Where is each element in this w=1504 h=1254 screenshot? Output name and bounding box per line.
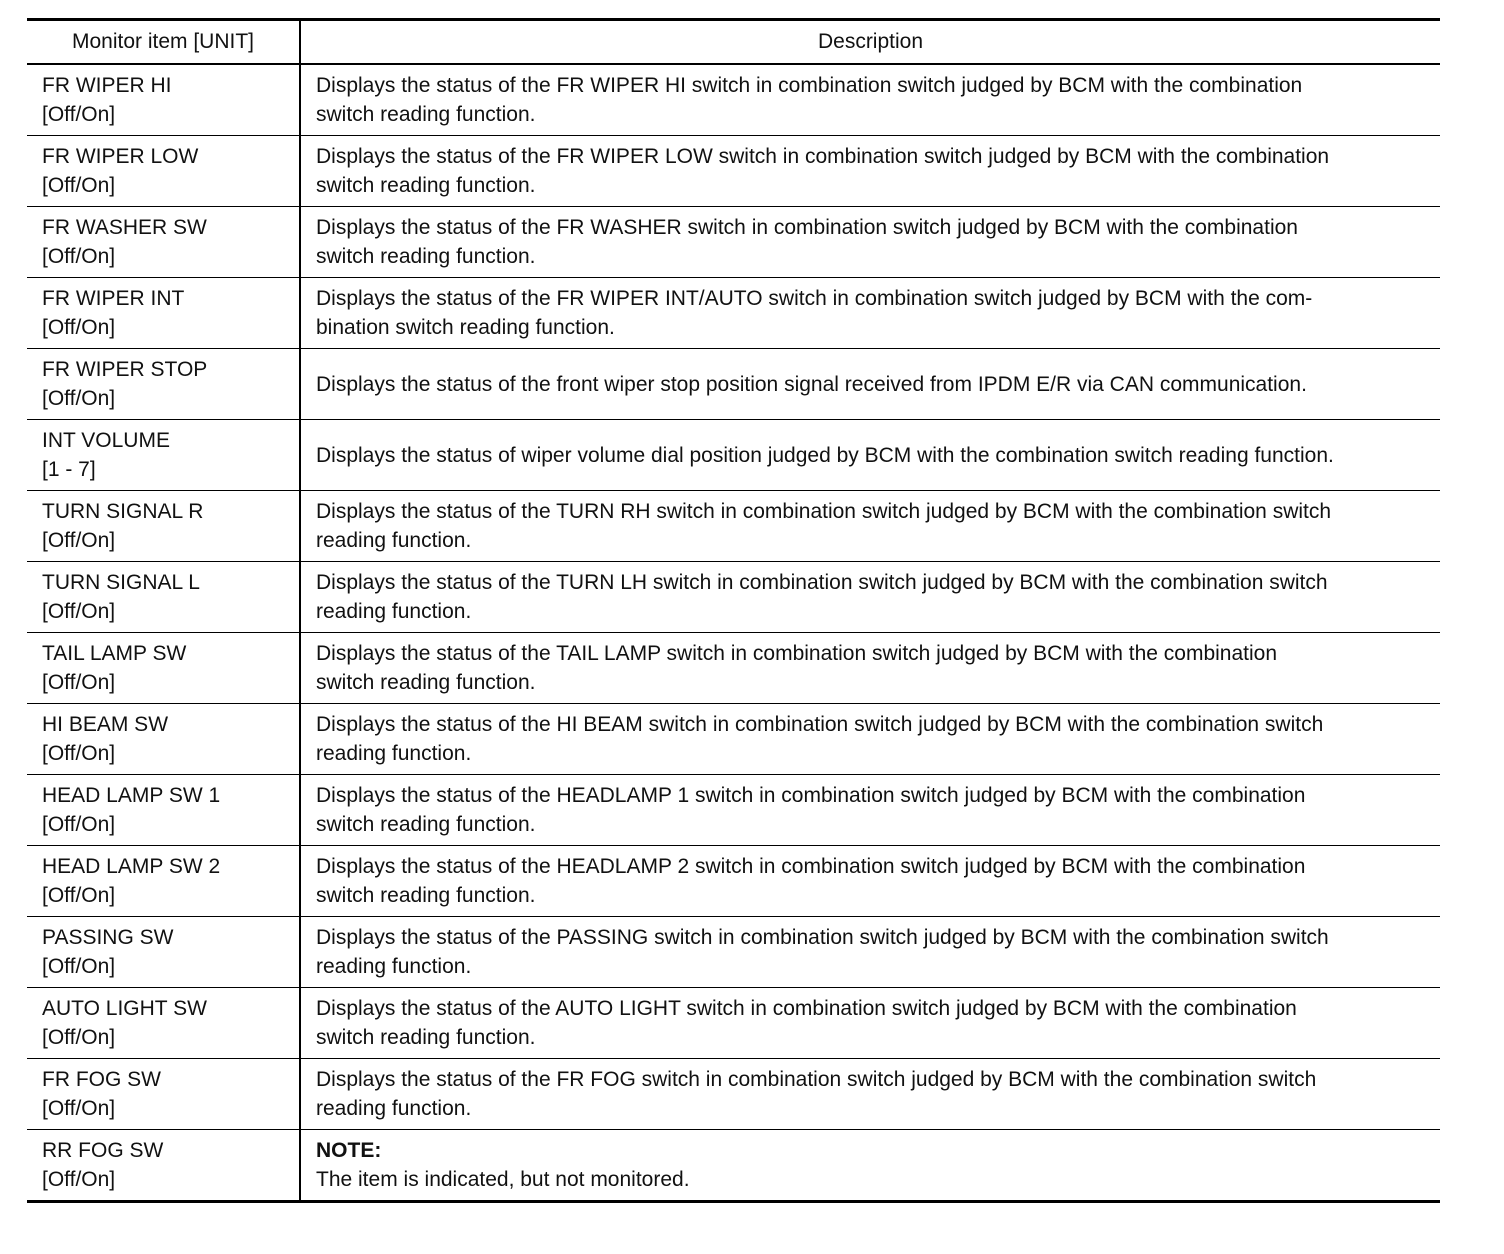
monitor-item-unit: [Off/On] <box>42 955 116 978</box>
description-line: The item is indicated, but not monitored. <box>316 1168 690 1191</box>
monitor-item-name: FR WASHER SW <box>42 216 207 239</box>
monitor-item-name: FR WIPER LOW <box>42 145 199 168</box>
monitor-item-unit: [Off/On] <box>42 245 116 268</box>
monitor-item-name: TURN SIGNAL R <box>42 500 204 523</box>
table-row <box>27 349 1440 420</box>
description-line: reading function. <box>316 600 472 623</box>
description-line: Displays the status of the TURN RH switch in combination switch judged by BCM with the combination switch <box>316 500 1332 523</box>
description-line: reading function. <box>316 955 472 978</box>
monitor-item-cell <box>27 1059 300 1130</box>
description-line: switch reading function. <box>316 174 536 197</box>
monitor-item-unit: [Off/On] <box>42 103 116 126</box>
monitor-item-name: FR FOG SW <box>42 1068 161 1091</box>
table-row <box>27 1059 1440 1130</box>
description-line: reading function. <box>316 742 472 765</box>
table-row <box>27 988 1440 1059</box>
monitor-item-unit: [Off/On] <box>42 600 116 623</box>
monitor-item-name: PASSING SW <box>42 926 174 949</box>
table-row <box>27 633 1440 704</box>
monitor-item-name: INT VOLUME <box>42 429 170 452</box>
monitor-item-unit: [Off/On] <box>42 742 116 765</box>
monitor-item-cell <box>27 1130 300 1202</box>
monitor-item-unit: [Off/On] <box>42 1026 116 1049</box>
monitor-item-unit: [Off/On] <box>42 813 116 836</box>
table-row <box>27 207 1440 278</box>
monitor-item-name: FR WIPER INT <box>42 287 185 310</box>
description-line: Displays the status of wiper volume dial position judged by BCM with the combination switch reading function. <box>316 443 1334 467</box>
description-line: bination switch reading function. <box>316 316 615 339</box>
monitor-item-table <box>27 18 1440 1203</box>
note-label: NOTE: <box>316 1139 382 1162</box>
table-row <box>27 562 1440 633</box>
monitor-item-unit: [Off/On] <box>42 387 116 410</box>
monitor-item-unit: [1 - 7] <box>42 458 96 481</box>
table-row <box>27 64 1440 136</box>
description-line: switch reading function. <box>316 884 536 907</box>
monitor-item-unit: [Off/On] <box>42 529 116 552</box>
monitor-item-unit: [Off/On] <box>42 671 116 694</box>
description-line: Displays the status of the TURN LH switch in combination switch judged by BCM with the combination switch <box>316 571 1328 594</box>
description-cell <box>300 562 1440 633</box>
monitor-item-cell <box>27 846 300 917</box>
description-line: Displays the status of the front wiper stop position signal received from IPDM E/R via CAN communication. <box>316 372 1307 396</box>
monitor-item-cell <box>27 420 300 491</box>
description-cell <box>300 633 1440 704</box>
table-body <box>27 64 1440 1202</box>
description-line: switch reading function. <box>316 813 536 836</box>
header-description: Description <box>300 20 1440 65</box>
monitor-item-unit: [Off/On] <box>42 884 116 907</box>
monitor-item-cell <box>27 917 300 988</box>
monitor-item-name: TAIL LAMP SW <box>42 642 187 665</box>
monitor-item-unit: [Off/On] <box>42 1097 116 1120</box>
monitor-item-cell <box>27 278 300 349</box>
description-line: switch reading function. <box>316 245 536 268</box>
description-line: reading function. <box>316 529 472 552</box>
description-line: Displays the status of the AUTO LIGHT switch in combination switch judged by BCM with the combination <box>316 997 1297 1020</box>
monitor-item-cell <box>27 633 300 704</box>
table-row <box>27 917 1440 988</box>
description-line: switch reading function. <box>316 103 536 126</box>
monitor-item-name: HI BEAM SW <box>42 713 169 736</box>
monitor-item-unit: [Off/On] <box>42 174 116 197</box>
monitor-item-cell <box>27 988 300 1059</box>
monitor-item-name: FR WIPER STOP <box>42 358 208 381</box>
monitor-item-cell <box>27 491 300 562</box>
monitor-item-cell <box>27 349 300 420</box>
table-row <box>27 775 1440 846</box>
description-line: Displays the status of the FR FOG switch in combination switch judged by BCM with the combination switch <box>316 1068 1317 1091</box>
monitor-item-unit: [Off/On] <box>42 1168 116 1191</box>
description-cell <box>300 1130 1440 1202</box>
header-row <box>27 20 1440 65</box>
monitor-item-name: TURN SIGNAL L <box>42 571 200 594</box>
description-cell <box>300 136 1440 207</box>
description-line: switch reading function. <box>316 1026 536 1049</box>
monitor-item-name: RR FOG SW <box>42 1139 164 1162</box>
description-cell <box>300 278 1440 349</box>
description-cell <box>300 64 1440 136</box>
table-row <box>27 136 1440 207</box>
monitor-item-unit: [Off/On] <box>42 316 116 339</box>
description-line: reading function. <box>316 1097 472 1120</box>
description-line: Displays the status of the FR WIPER INT/AUTO switch in combination switch judged by BCM with the com- <box>316 287 1313 310</box>
monitor-item-cell <box>27 136 300 207</box>
description-line: Displays the status of the FR WIPER LOW switch in combination switch judged by BCM with the combination <box>316 145 1330 168</box>
monitor-item-name: FR WIPER HI <box>42 74 172 97</box>
description-line: Displays the status of the PASSING switch in combination switch judged by BCM with the combination switch <box>316 926 1329 949</box>
description-cell <box>300 349 1440 420</box>
description-cell <box>300 775 1440 846</box>
table-row <box>27 846 1440 917</box>
description-line: Displays the status of the FR WASHER switch in combination switch judged by BCM with the combination <box>316 216 1298 239</box>
description-cell <box>300 988 1440 1059</box>
description-line: Displays the status of the HI BEAM switch in combination switch judged by BCM with the combination switch <box>316 713 1324 736</box>
description-line: Displays the status of the HEADLAMP 2 switch in combination switch judged by BCM with the combination <box>316 855 1306 878</box>
description-line: switch reading function. <box>316 671 536 694</box>
monitor-item-cell <box>27 562 300 633</box>
monitor-item-cell <box>27 64 300 136</box>
monitor-item-cell <box>27 704 300 775</box>
description-line: Displays the status of the TAIL LAMP switch in combination switch judged by BCM with the combination <box>316 642 1278 665</box>
header-monitor-item: Monitor item [UNIT] <box>27 20 300 65</box>
description-cell <box>300 846 1440 917</box>
table-row <box>27 278 1440 349</box>
monitor-item-name: HEAD LAMP SW 2 <box>42 855 221 878</box>
description-cell <box>300 207 1440 278</box>
monitor-item-name: AUTO LIGHT SW <box>42 997 207 1020</box>
table-row <box>27 704 1440 775</box>
description-cell <box>300 704 1440 775</box>
description-cell <box>300 491 1440 562</box>
monitor-item-name: HEAD LAMP SW 1 <box>42 784 221 807</box>
table-row <box>27 491 1440 562</box>
description-line: Displays the status of the FR WIPER HI switch in combination switch judged by BCM with the combination <box>316 74 1303 97</box>
description-cell <box>300 420 1440 491</box>
table-row <box>27 1130 1440 1202</box>
description-line: Displays the status of the HEADLAMP 1 switch in combination switch judged by BCM with the combination <box>316 784 1306 807</box>
monitor-item-cell <box>27 207 300 278</box>
description-cell <box>300 917 1440 988</box>
description-cell <box>300 1059 1440 1130</box>
table-row <box>27 420 1440 491</box>
monitor-item-cell <box>27 775 300 846</box>
